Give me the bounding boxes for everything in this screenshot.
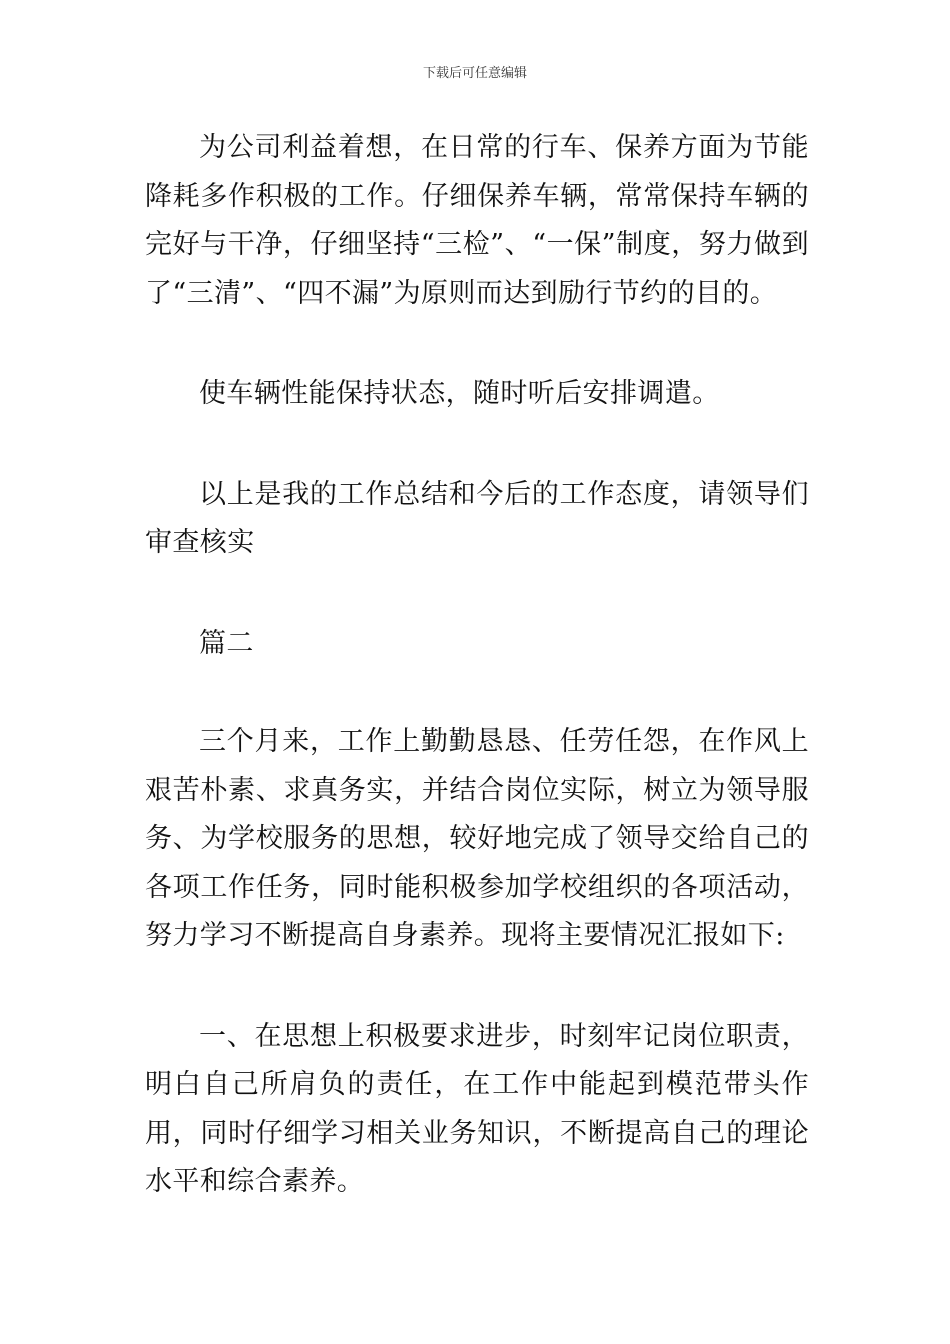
paragraph-point-one: 一、在思想上积极要求进步，时刻牢记岗位职责，明白自己所肩负的责任，在工作中能起到模范带头作用，同时仔细学习相关业务知识，不断提高自己的理论水平和综合素养。 bbox=[145, 1020, 809, 1197]
section-heading-part-two: 篇二 bbox=[199, 627, 254, 659]
paragraph-maintenance: 为公司利益着想，在日常的行车、保养方面为节能降耗多作积极的工作。仔细保养车辆，常常保持车辆的完好与干净，仔细坚持“三检”、“一保”制度，努力做到了“三清”、“四不漏”为原则而达到励行节约的目的。 bbox=[145, 132, 809, 309]
page-header-note: 下载后可任意编辑 bbox=[422, 66, 527, 81]
paragraph-summary-closing: 以上是我的工作总结和今后的工作态度，请领导们审查核实 bbox=[145, 478, 809, 558]
paragraph-three-months-intro: 三个月来，工作上勤勤恳恳、任劳任怨，在作风上艰苦朴素、求真务实，并结合岗位实际，树立为领导服务、为学校服务的思想，较好地完成了领导交给自己的各项工作任务，同时能积极参加学校组织的各项活动，努力学习不断提高自身素养。现将主要情况汇报如下: bbox=[145, 726, 809, 951]
document-body bbox=[145, 124, 809, 1259]
paragraph-vehicle-status: 使车辆性能保持状态，随时听后安排调遣。 bbox=[199, 378, 720, 409]
